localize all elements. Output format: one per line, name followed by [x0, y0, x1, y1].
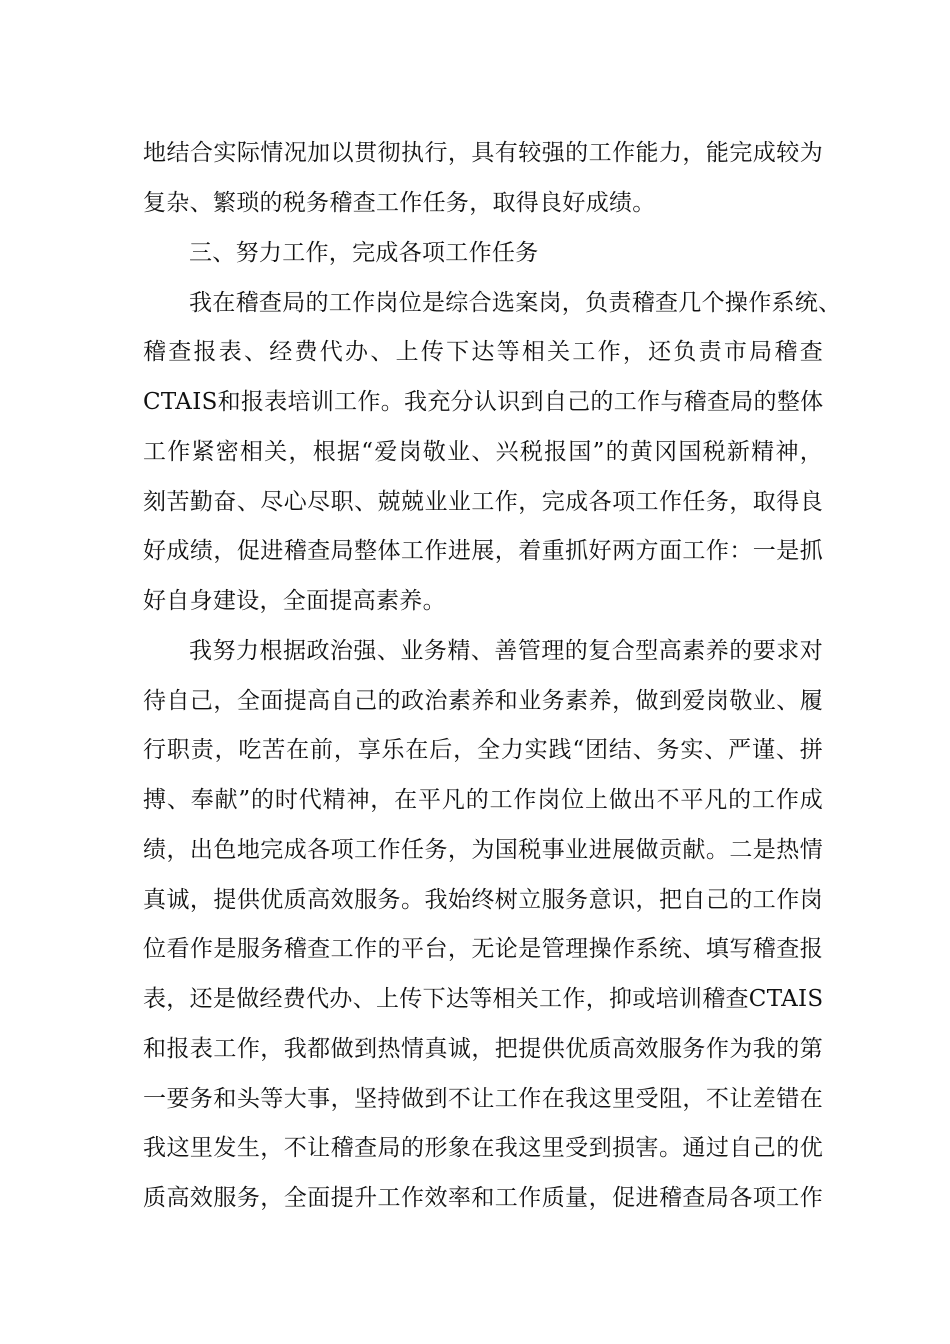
- body-line: 行职责，吃苦在前，享乐在后，全力实践“团结、务实、严谨、拼: [143, 737, 823, 763]
- body-line: CTAIS和报表培训工作。我充分认识到自己的工作与稽查局的整体: [143, 389, 824, 415]
- body-line: 复杂、繁琐的税务稽查工作任务，取得良好成绩。: [143, 190, 656, 216]
- body-line: 和报表工作，我都做到热情真诚，把提供优质高效服务作为我的第: [143, 1036, 823, 1062]
- body-line: 我这里发生，不让稽查局的形象在我这里受到损害。通过自己的优: [143, 1135, 823, 1161]
- body-line: 一要务和头等大事，坚持做到不让工作在我这里受阻，不让差错在: [143, 1086, 823, 1112]
- body-line: 待自己，全面提高自己的政治素养和业务素养，做到爱岗敬业、履: [143, 688, 823, 714]
- body-line: 质高效服务，全面提升工作效率和工作质量，促进稽查局各项工作: [143, 1185, 823, 1211]
- body-line: 真诚，提供优质高效服务。我始终树立服务意识，把自己的工作岗: [143, 887, 823, 913]
- body-line: 稽查报表、经费代办、上传下达等相关工作，还负责市局稽查: [143, 339, 823, 365]
- body-line: 好自身建设，全面提高素养。: [143, 588, 446, 614]
- body-line: 我在稽查局的工作岗位是综合选案岗，负责稽查几个操作系统、: [189, 290, 842, 316]
- body-line: 好成绩，促进稽查局整体工作进展，着重抓好两方面工作：一是抓: [143, 538, 823, 564]
- section-heading: 三、努力工作，完成各项工作任务: [189, 240, 539, 266]
- body-line: 表，还是做经费代办、上传下达等相关工作，抑或培训稽查CTAIS: [143, 986, 824, 1012]
- body-line: 搏、奉献”的时代精神，在平凡的工作岗位上做出不平凡的工作成: [143, 787, 823, 813]
- body-line: 位看作是服务稽查工作的平台，无论是管理操作系统、填写稽查报: [143, 936, 823, 962]
- body-line: 地结合实际情况加以贯彻执行，具有较强的工作能力，能完成较为: [143, 140, 823, 166]
- body-line: 刻苦勤奋、尽心尽职、兢兢业业工作，完成各项工作任务，取得良: [143, 489, 823, 515]
- body-line: 工作紧密相关，根据“爱岗敬业、兴税报国”的黄冈国税新精神，: [143, 439, 823, 465]
- body-line: 我努力根据政治强、业务精、善管理的复合型高素养的要求对: [189, 638, 823, 664]
- body-line: 绩，出色地完成各项工作任务，为国税事业进展做贡献。二是热情: [143, 837, 823, 863]
